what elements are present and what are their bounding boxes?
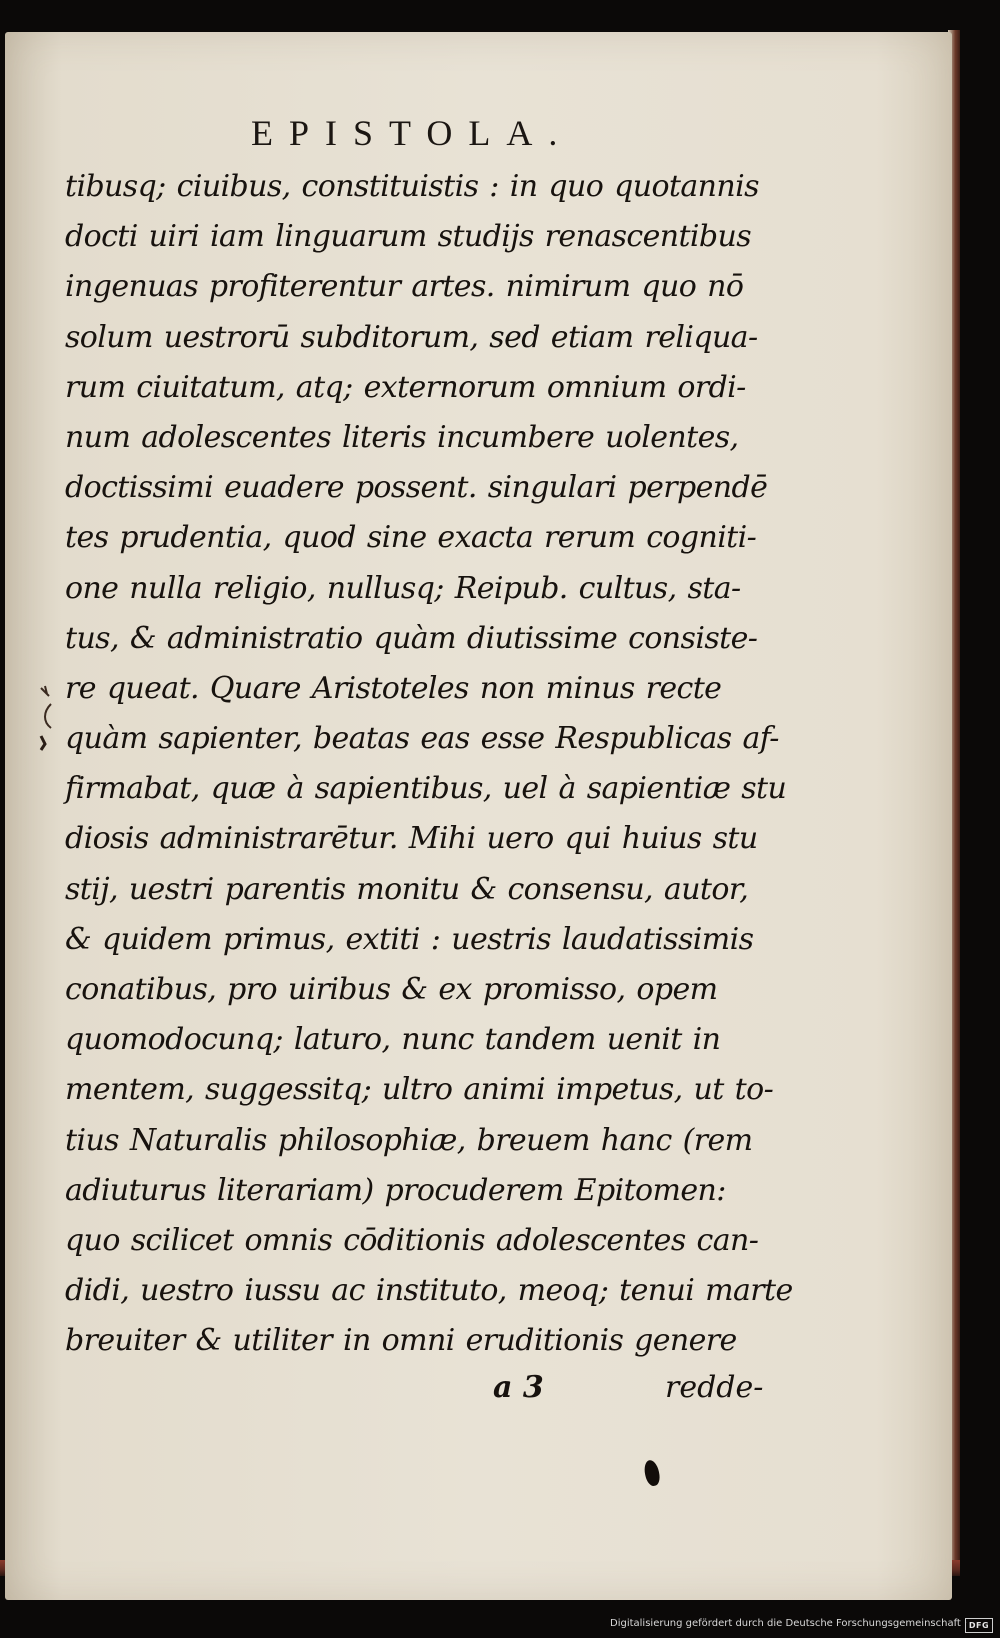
ink-blot [642, 1459, 661, 1487]
text-line: tus, & administratio quàm diutissime consiste- [65, 620, 758, 656]
text-line: firmabat, quæ à sapientibus, uel à sapientiæ stu [65, 771, 787, 807]
marginal-annotation-mark [35, 682, 63, 752]
text-line: re queat. Quare Aristoteles non minus recte [65, 670, 722, 706]
text-line: diosis administrarētur. Mihi uero qui huius stu [65, 821, 758, 857]
text-line: quomodocunq; laturo, nunc tandem uenit in [65, 1022, 721, 1058]
text-line: & quidem primus, extiti : uestris laudatissimis [65, 921, 754, 957]
text-line: ingenuas profiterentur artes. nimirum quo nō [65, 269, 744, 305]
text-line: doctissimi euadere possent. singulari perpendē [65, 470, 768, 506]
text-line: didi, uestro iussu ac instituto, meoq; tenui marte [65, 1273, 793, 1309]
text-line: rum ciuitatum, atq; externorum omnium ordi- [65, 369, 746, 405]
text-line: tes prudentia, quod sine exacta rerum cogniti- [65, 520, 757, 556]
running-head: EPISTOLA. [251, 113, 574, 153]
text-line: mentem, suggessitq; ultro animi impetus, ut to- [65, 1072, 774, 1108]
catchline [5, 1362, 785, 1412]
dfg-logo: DFG [965, 1618, 993, 1633]
body-text [65, 162, 793, 1367]
text-line: stij, uestri parentis monitu & consensu, autor, [65, 871, 749, 907]
text-line: tius Naturalis philosophiæ, breuem hanc (rem [65, 1122, 753, 1158]
digitization-credit: Digitalisierung gefördert durch die Deutsche Forschungsgemeinschaft · [610, 1618, 968, 1629]
text-line: solum uestrorū subditorum, sed etiam reliqua- [65, 319, 758, 355]
catchword: redde- [665, 1370, 764, 1405]
text-line: one nulla religio, nullusq; Reipub. cultus, sta- [65, 570, 741, 606]
text-line: breuiter & utiliter in omni eruditionis genere [65, 1323, 737, 1359]
text-line: quàm sapienter, beatas eas esse Respublicas af- [65, 721, 779, 757]
book-page [5, 32, 952, 1600]
text-line: adiuturus literariam) procuderem Epitomen: [65, 1172, 726, 1208]
text-line: tibusq; ciuibus, constituistis : in quo quotannis [65, 169, 759, 204]
signature-mark: a 3 [493, 1370, 544, 1405]
text-line: quo scilicet omnis cōditionis adolescentes can- [65, 1222, 759, 1258]
text-line: docti uiri iam linguarum studijs renascentibus [65, 219, 752, 255]
text-line: num adolescentes literis incumbere uolentes, [65, 419, 739, 455]
text-line: conatibus, pro uiribus & ex promisso, opem [65, 972, 718, 1007]
